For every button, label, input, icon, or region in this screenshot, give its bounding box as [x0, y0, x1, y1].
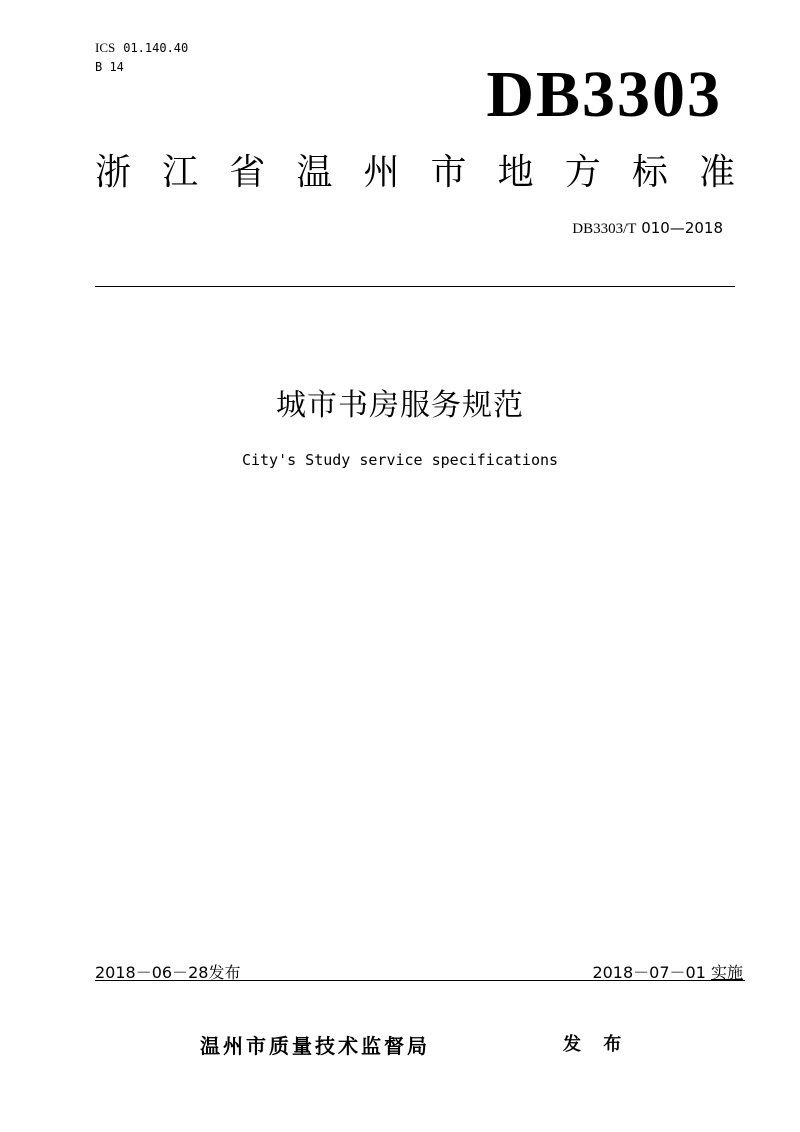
standard-kind: [95, 152, 735, 193]
ics-code: [95, 40, 188, 56]
implement-label: 实施: [710, 963, 743, 982]
standard-prefix: DB3303/T: [572, 221, 637, 237]
header-divider: [95, 286, 735, 287]
standard-kind-char: 市: [430, 152, 467, 193]
ics-number: 01.140.40: [123, 41, 189, 55]
standard-kind-char: 地: [497, 152, 534, 193]
standard-kind-char: 温: [296, 152, 333, 193]
publish-label: 发 布: [563, 1034, 630, 1055]
standard-code: DB3303: [486, 58, 722, 131]
document-title: 城市书房服务规范: [276, 388, 524, 423]
issue-date-value: 2018－06－28: [95, 963, 209, 982]
standard-kind-char: 准: [698, 152, 735, 193]
implement-date-value: 2018－07－01: [592, 963, 706, 982]
ics-label: ICS: [95, 40, 116, 55]
classification-code: B 14: [95, 60, 124, 74]
standard-serial: 010—2018: [641, 219, 723, 237]
document-title-english: City's Study service specifications: [241, 451, 559, 469]
standard-kind-char: 浙: [95, 152, 132, 193]
standard-number: [572, 219, 723, 238]
standard-kind-char: 江: [162, 152, 199, 193]
standard-kind-char: 州: [363, 152, 400, 193]
standard-kind-char: 省: [229, 152, 266, 193]
issue-label: 发布: [208, 963, 241, 982]
standard-kind-char: 标: [631, 152, 668, 193]
standard-kind-char: 方: [564, 152, 601, 193]
footer-divider: [95, 980, 745, 981]
publisher-name: 温州市质量技术监督局: [200, 1034, 430, 1058]
